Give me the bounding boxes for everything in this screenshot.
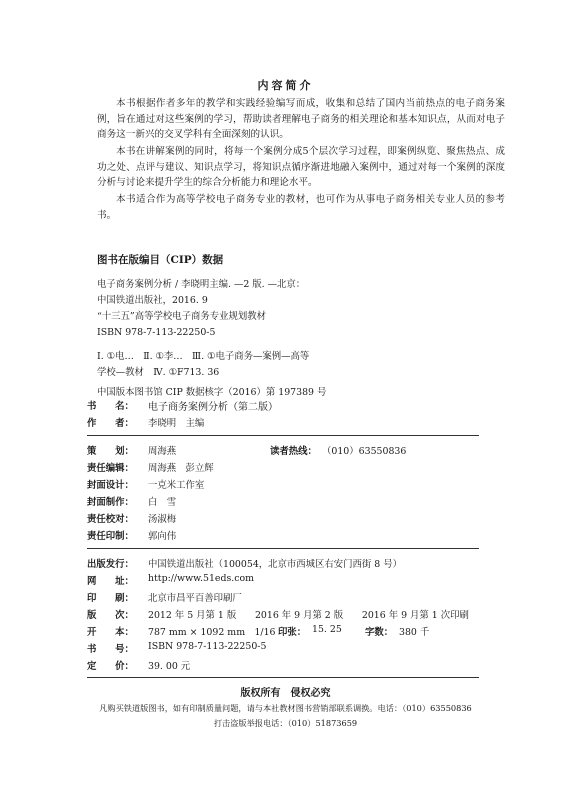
print-sheets-value: 15. 25 <box>312 624 342 635</box>
quality-notice: 凡购买铁道版图书，如有印制质量问题，请与本社教材图书营销部联系调换。电话：（010）63550836 <box>99 703 472 713</box>
cip-block <box>97 277 517 401</box>
cip-line: “十三五”高等学校电子商务专业规划教材 <box>97 311 266 322</box>
divider-3 <box>87 677 479 678</box>
cip-line: ISBN 978-7-113-22250-5 <box>97 327 216 338</box>
printer-label: 印 刷： <box>87 593 134 604</box>
summary-paragraph-1: 本书根据作者多年的教学和实践经验编写而成，收集和总结了国内当前热点的电子商务案例，旨在通过对这些案例的学习，帮助读者理解电子商务的相关理论和基本知识点，从而对电子商务这一新兴的交叉学科有全面深刻的认识。 <box>97 98 505 141</box>
responsible-editor-value: 周海燕 彭立辉 <box>148 463 214 474</box>
reader-hotline-value: （010）63550836 <box>322 446 407 457</box>
cover-design-label: 封面设计： <box>87 480 134 491</box>
planner-label: 策 划： <box>87 446 134 457</box>
website-label: 网 址： <box>87 576 134 587</box>
isbn-label: 书 号： <box>87 644 134 655</box>
price-label: 定 价： <box>87 661 134 672</box>
cover-design-value: 一克米工作室 <box>148 480 205 491</box>
planner-value: 周海燕 <box>148 446 177 457</box>
cip-title: 图书在版编目（CIP）数据 <box>97 254 224 266</box>
responsible-editor-label: 责任编辑： <box>87 463 134 474</box>
divider-2 <box>87 548 479 549</box>
summary-paragraph-2: 本书在讲解案例的同时，将每一个案例分成5个层次学习过程，即案例纵览、聚焦热点、成功之处、点评与建议、知识点学习，将知识点循序渐进地融入案例中，通过对每一个案例的深度分析与讨论来提升学生的综合分析能力和理论水平。 <box>97 146 505 189</box>
summary-paragraph-3: 本书适合作为高等学校电子商务专业的教材，也可作为从事电子商务相关专业人员的参考书。 <box>97 194 505 221</box>
printer-value: 北京市昌平百善印刷厂 <box>148 593 242 604</box>
word-count-value: 380 千 <box>399 627 430 638</box>
cover-production-label: 封面制作： <box>87 497 134 508</box>
isbn-value: ISBN 978-7-113-22250-5 <box>148 641 267 652</box>
anti-piracy-hotline: 打击盗版举报电话：（010）51873659 <box>213 718 358 728</box>
cip-line: Ⅰ. ①电… Ⅱ. ①李… Ⅲ. ①电子商务—案例—高等 <box>97 351 310 362</box>
reader-hotline-label: 读者热线： <box>270 446 317 457</box>
price-value: 39. 00 元 <box>148 661 191 672</box>
cip-line: 学校—教材 Ⅳ. ①F713. 36 <box>97 367 220 378</box>
print-supervisor-label: 责任印制： <box>87 531 134 542</box>
cover-production-value: 白 雪 <box>148 497 177 508</box>
publisher-label: 出版发行： <box>87 559 134 570</box>
author-label: 作 者： <box>87 418 134 429</box>
proofreader-label: 责任校对： <box>87 514 134 525</box>
website-value: http://www.51eds.com <box>148 573 255 584</box>
format-label: 开 本： <box>87 627 134 638</box>
book-name-value: 电子商务案例分析（第二版） <box>148 402 278 413</box>
book-name-label: 书 名： <box>87 401 134 412</box>
word-count-label: 字数： <box>365 627 394 638</box>
edition-label: 版 次： <box>87 610 134 621</box>
cip-id-line: 中国版本图书馆 CIP 数据核字（2016）第 197389 号 <box>97 387 327 398</box>
author-value: 李晓明 主编 <box>148 418 205 429</box>
copyright-notice: 版权所有 侵权必究 <box>240 688 331 699</box>
proofreader-value: 汤淑梅 <box>148 514 177 525</box>
content-summary-title: 内容简介 <box>257 79 314 92</box>
format-value: 787 mm × 1092 mm 1/16 <box>148 627 276 638</box>
divider-1 <box>87 435 479 436</box>
publisher-value: 中国铁道出版社（100054，北京市西城区右安门西街 8 号） <box>148 559 402 570</box>
print-sheets-label: 印张： <box>278 627 307 638</box>
cip-line: 电子商务案例分析 / 李晓明主编. —2 版. —北京： <box>97 279 306 290</box>
cip-line: 中国铁道出版社，2016. 9 <box>97 295 208 306</box>
edition-value: 2012 年 5 月第 1 版 2016 年 9 月第 2 版 2016 年 9 月第 1 次印刷 <box>148 610 469 621</box>
print-supervisor-value: 郭向伟 <box>148 531 177 542</box>
